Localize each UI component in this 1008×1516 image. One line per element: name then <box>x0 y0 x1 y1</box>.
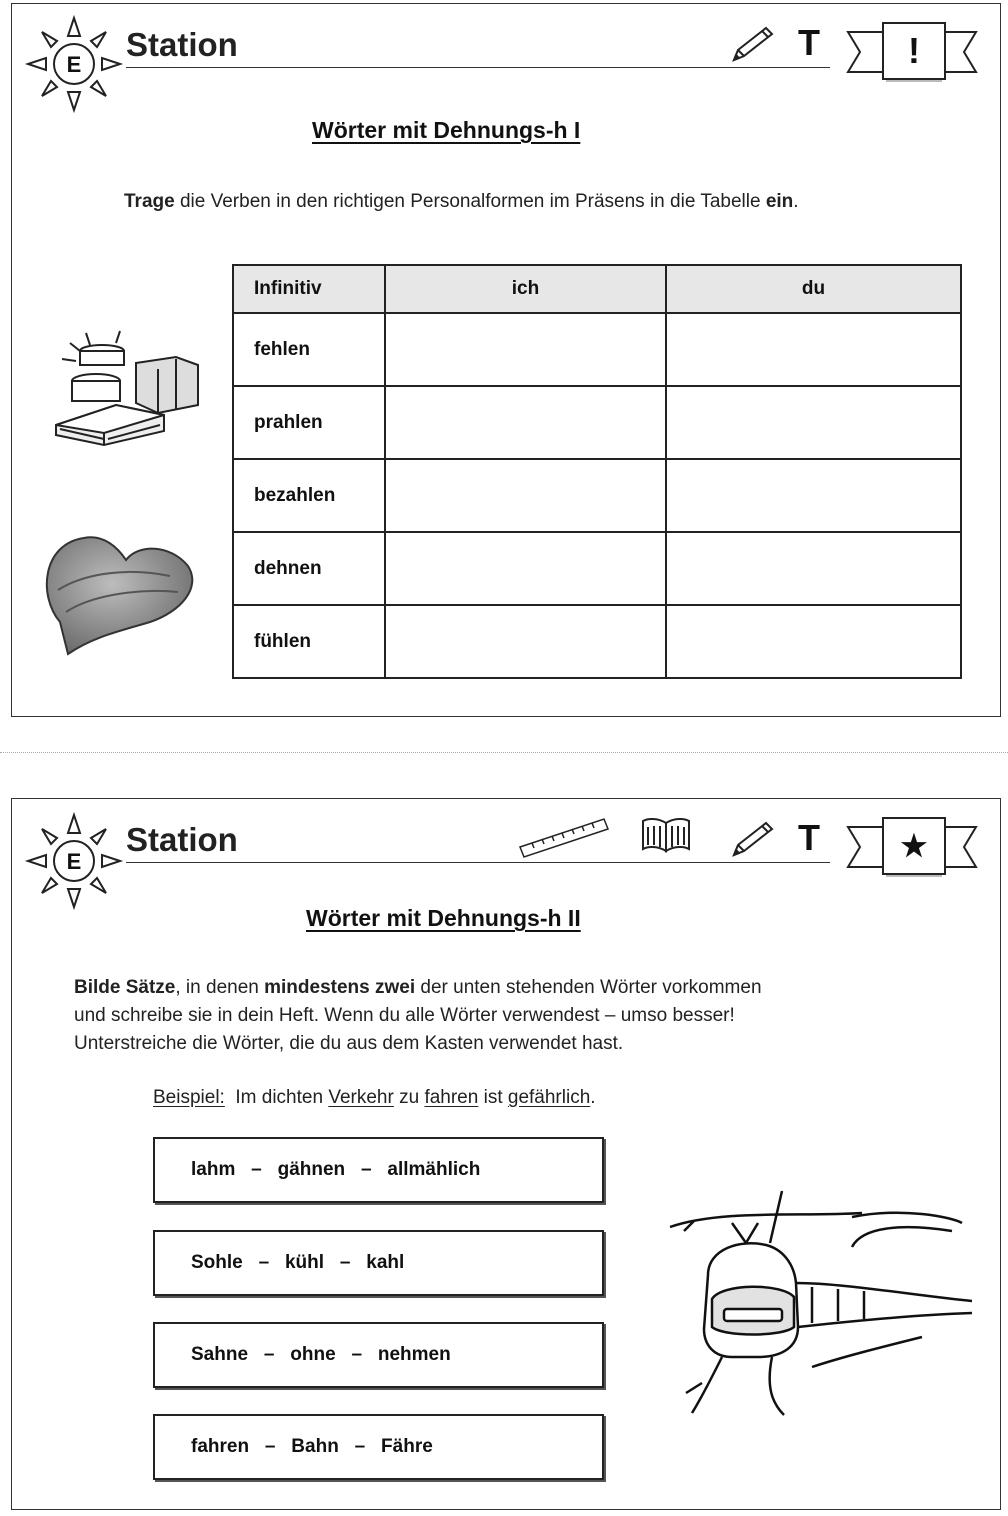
column-header: ich <box>385 265 666 313</box>
ich-answer-cell[interactable] <box>385 459 666 532</box>
worksheet-subtitle: Wörter mit Dehnungs-h I <box>312 117 581 143</box>
verb-table <box>232 264 962 679</box>
example-sentence <box>153 1087 596 1109</box>
table-header-row <box>233 265 961 313</box>
instruction-bold-start: Bilde Sätze <box>74 977 176 998</box>
instruction-end-word: ein <box>765 191 794 212</box>
sun-icon <box>24 811 124 911</box>
column-header: Infinitiv <box>233 265 385 313</box>
t-label: T <box>798 817 820 858</box>
example-text: zu <box>393 1087 425 1108</box>
instruction-part: der unten stehenden Wörter vorkommen <box>415 977 762 998</box>
infinitive-cell: fühlen <box>233 605 385 678</box>
example-underlined-word: fahren <box>424 1087 479 1108</box>
example-text: . <box>590 1087 596 1108</box>
instruction-text <box>74 974 762 1058</box>
du-answer-cell[interactable] <box>666 386 961 459</box>
instruction-verb: Trage <box>124 191 175 212</box>
example-text: ist <box>478 1087 508 1108</box>
station-card-2 <box>11 798 1001 1510</box>
word-box <box>153 1322 604 1388</box>
du-answer-cell[interactable] <box>666 313 961 386</box>
ich-answer-cell[interactable] <box>385 605 666 678</box>
instruction-bold-middle: mindestens zwei <box>264 977 416 998</box>
infinitive-cell: fehlen <box>233 313 385 386</box>
du-answer-cell[interactable] <box>666 532 961 605</box>
heart-icon <box>40 526 198 656</box>
difficulty-badge: ! <box>882 22 946 80</box>
table-row <box>233 532 961 605</box>
word-box-text: Sohle – kühl – kahl <box>191 1252 405 1273</box>
instruction-part: , in denen <box>175 977 265 998</box>
instruction-line-3: Unterstreiche die Wörter, die du aus dem Kasten verwendet hast. <box>74 1033 624 1054</box>
word-box <box>153 1137 604 1203</box>
word-box <box>153 1414 604 1480</box>
station-card-1 <box>11 3 1001 717</box>
instruction-middle: die Verben in den richtigen Personalformen im Präsens in die Tabelle <box>174 191 766 212</box>
infinitive-cell: prahlen <box>233 386 385 459</box>
title-rule <box>126 67 830 68</box>
pencil-icon <box>728 24 776 66</box>
ich-answer-cell[interactable] <box>385 532 666 605</box>
sun-letter: E <box>66 52 82 77</box>
word-box-text: fahren – Bahn – Fähre <box>191 1436 433 1457</box>
ribbon-banner-icon <box>846 14 978 84</box>
infinitive-cell: dehnen <box>233 532 385 605</box>
instruction-line-1 <box>74 974 762 1002</box>
worksheet-subtitle: Wörter mit Dehnungs-h II <box>306 905 581 931</box>
book-icon <box>640 815 692 855</box>
example-text: Im dichten <box>224 1087 329 1108</box>
cut-line-divider <box>0 752 1008 753</box>
money-stack-icon <box>46 329 206 447</box>
station-title: Station <box>126 26 238 63</box>
ich-answer-cell[interactable] <box>385 313 666 386</box>
du-answer-cell[interactable] <box>666 459 961 532</box>
column-header: du <box>666 265 961 313</box>
ruler-icon <box>518 815 610 859</box>
table-row <box>233 386 961 459</box>
table-row <box>233 605 961 678</box>
table-row <box>233 459 961 532</box>
table-row <box>233 313 961 386</box>
example-underlined-word: gefährlich <box>507 1087 591 1108</box>
sun-letter: E <box>66 849 82 874</box>
infinitive-cell: bezahlen <box>233 459 385 532</box>
station-title: Station <box>126 821 238 858</box>
ribbon-banner-icon <box>846 809 978 879</box>
word-box-text: Sahne – ohne – nehmen <box>191 1344 451 1365</box>
title-rule <box>126 862 830 863</box>
du-answer-cell[interactable] <box>666 605 961 678</box>
example-label: Beispiel: <box>153 1087 225 1108</box>
sun-icon <box>24 14 124 114</box>
instruction-period: . <box>793 191 799 212</box>
difficulty-badge: ★ <box>882 817 946 875</box>
ich-answer-cell[interactable] <box>385 386 666 459</box>
word-box <box>153 1230 604 1296</box>
pencil-icon <box>728 819 776 861</box>
instruction-line-2: und schreibe sie in dein Heft. Wenn du alle Wörter verwendest – umso besser! <box>74 1005 735 1026</box>
instruction-text <box>124 188 799 216</box>
train-icon <box>662 1187 972 1417</box>
word-box-text: lahm – gähnen – allmählich <box>191 1159 481 1180</box>
t-label: T <box>798 22 820 63</box>
example-underlined-word: Verkehr <box>328 1087 394 1108</box>
